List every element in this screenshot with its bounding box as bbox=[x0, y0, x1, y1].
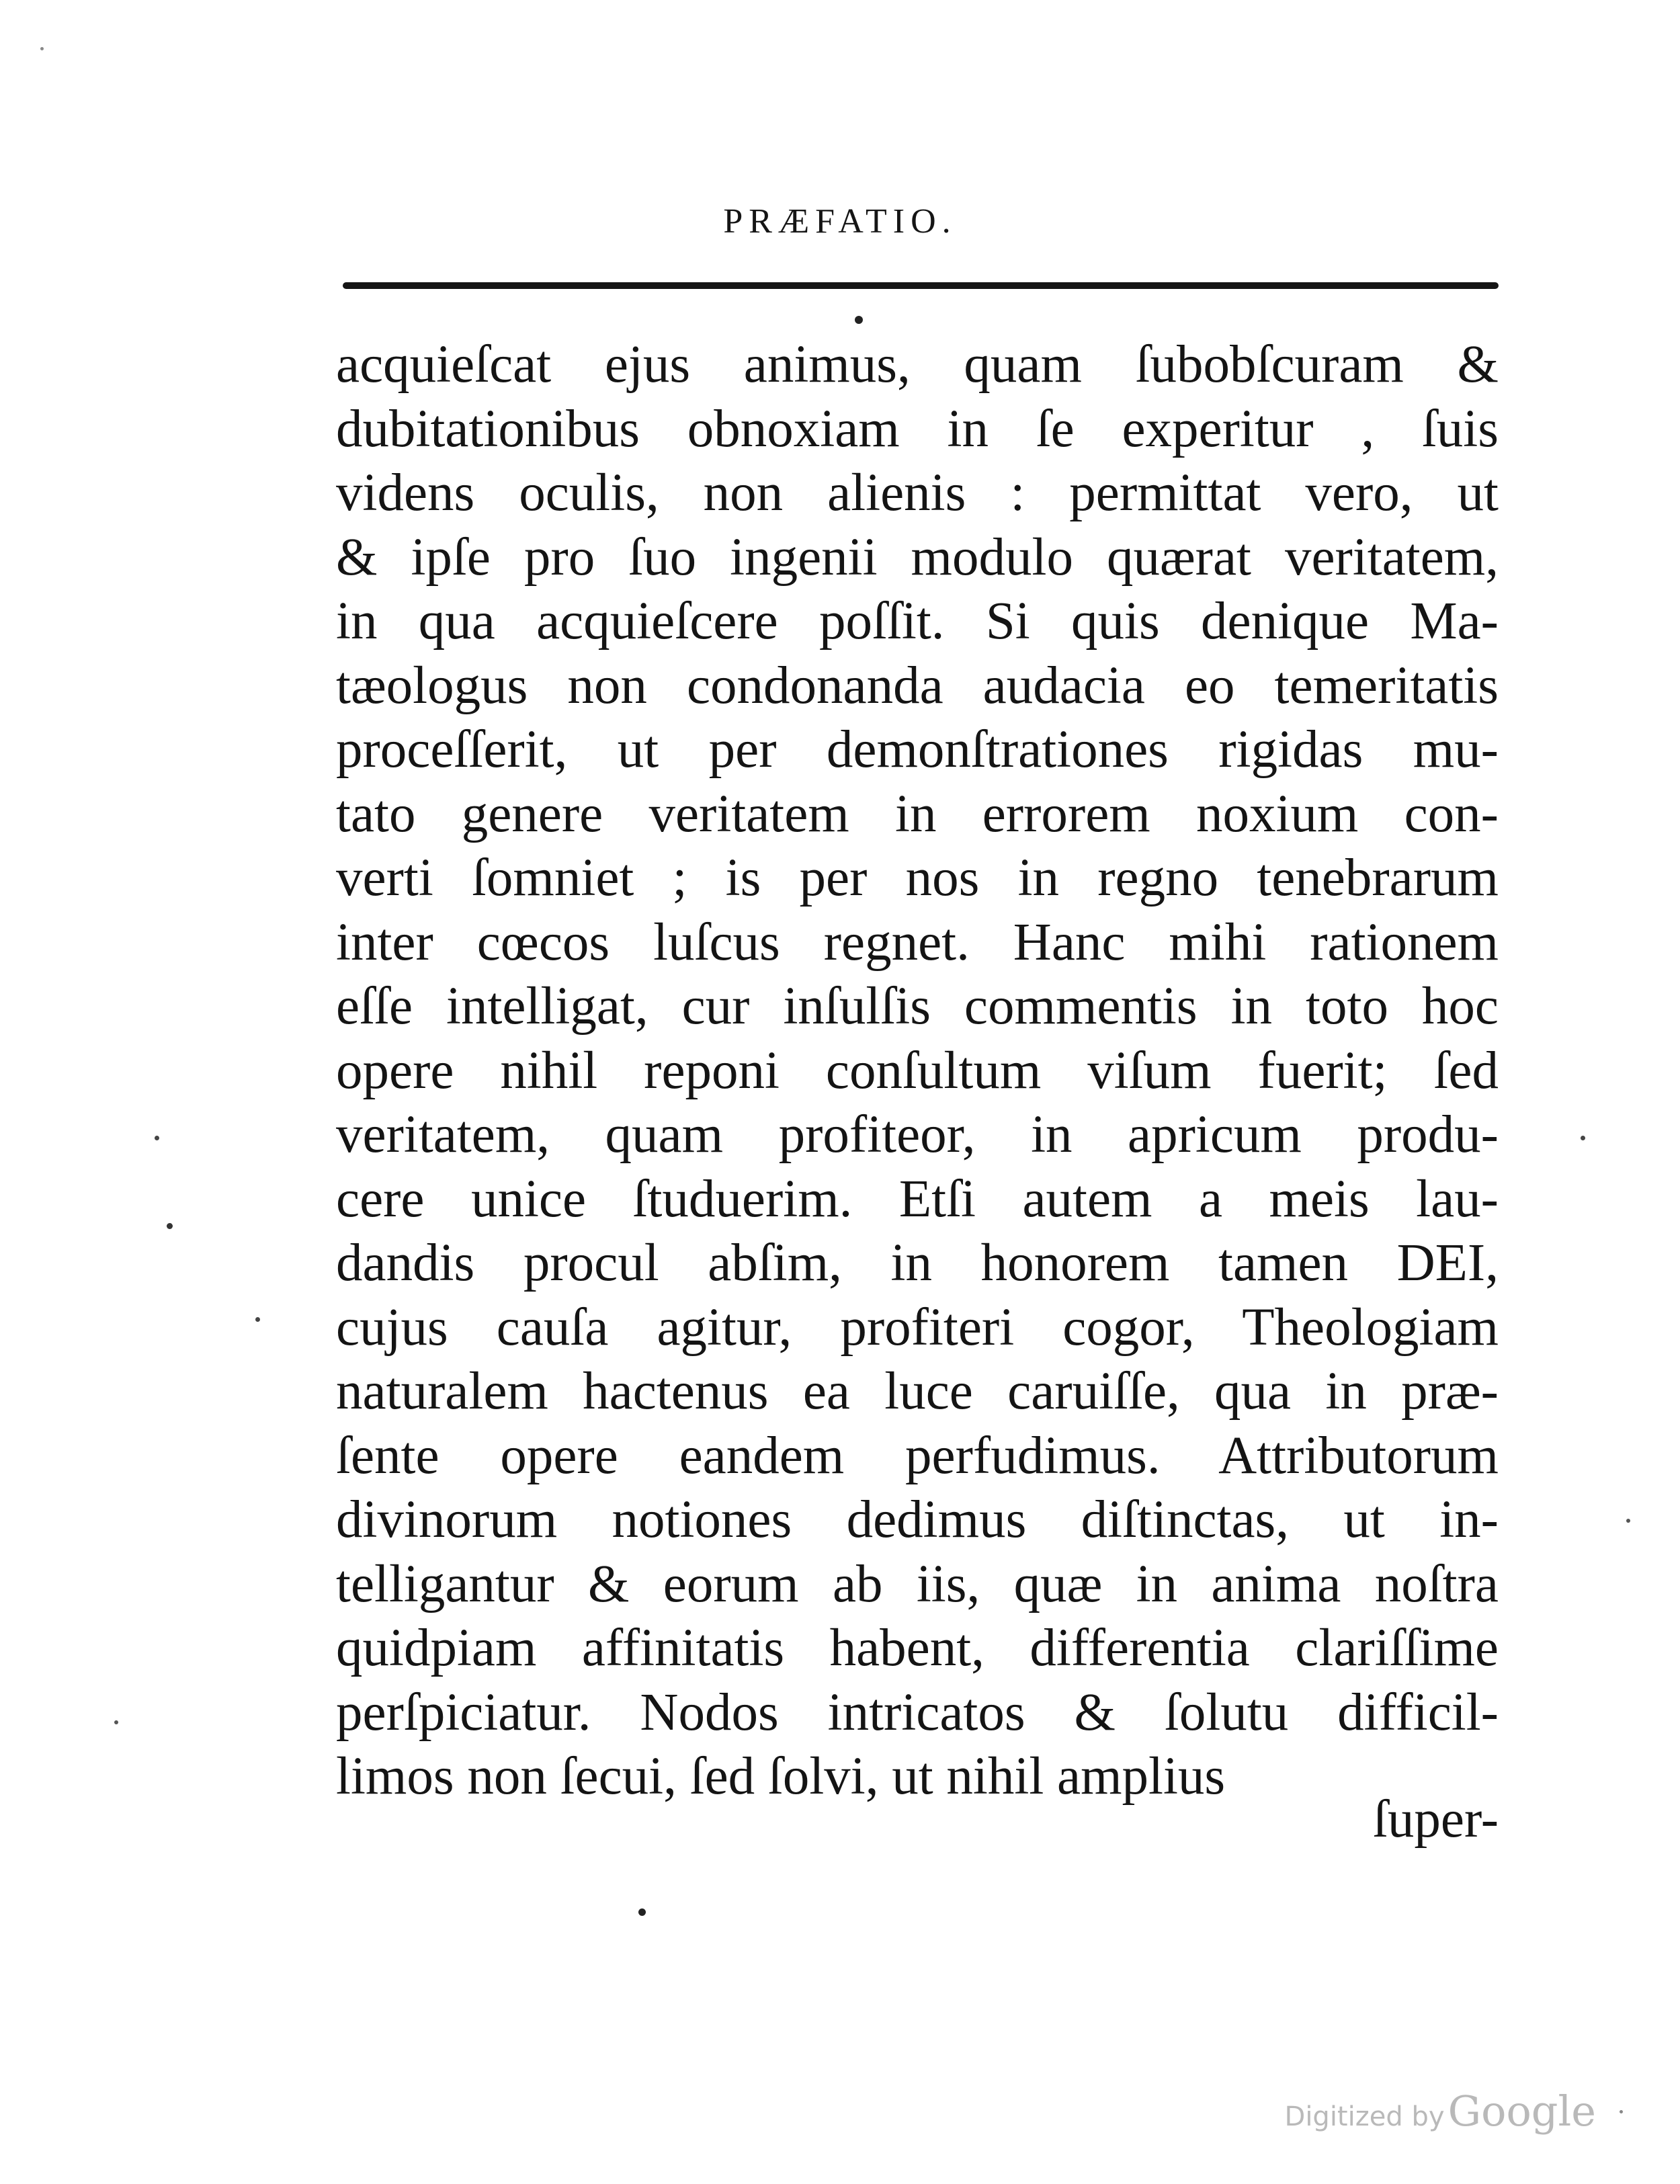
text-line: dubitationibus obnoxiam in ſe experitur , ſuis bbox=[336, 399, 1499, 458]
scan-speck bbox=[40, 47, 44, 50]
text-line: cujus cauſa agitur, profiteri cogor, Theologiam bbox=[336, 1298, 1499, 1357]
catchword: ſuper- bbox=[1372, 1790, 1499, 1849]
text-line: naturalem hactenus ea luce caruiſſe, qua in præ- bbox=[336, 1362, 1499, 1421]
text-line: in qua acquieſcere poſſit. Si quis denique Ma- bbox=[336, 592, 1499, 650]
text-line: proceſſerit, ut per demonſtrationes rigidas mu- bbox=[336, 720, 1499, 779]
text-line: opere nihil reponi conſultum viſum fuerit; ſed bbox=[336, 1041, 1499, 1100]
watermark-prefix: Digitized by bbox=[1284, 2101, 1445, 2132]
scan-speck bbox=[638, 1908, 646, 1916]
text-line: perſpiciatur. Nodos intricatos & ſolutu difficil- bbox=[336, 1683, 1499, 1742]
header-rule bbox=[343, 282, 1499, 289]
scan-speck bbox=[155, 1136, 159, 1140]
scan-speck bbox=[167, 1223, 173, 1229]
text-line: verti ſomniet ; is per nos in regno tenebrarum bbox=[336, 849, 1499, 907]
text-line: inter cœcos luſcus regnet. Hanc mihi rationem bbox=[336, 913, 1499, 972]
digitized-watermark bbox=[1285, 2087, 1596, 2136]
text-line: dandis procul abſim, in honorem tamen DEI, bbox=[336, 1234, 1499, 1292]
watermark-brand: Google bbox=[1447, 2087, 1596, 2136]
body-text bbox=[336, 333, 1499, 1809]
text-line: cere unice ſtuduerim. Etſi autem a meis lau- bbox=[336, 1169, 1499, 1228]
scan-speck bbox=[255, 1317, 260, 1322]
text-line: eſſe intelligat, cur inſulſis commentis in toto hoc bbox=[336, 977, 1499, 1036]
scan-speck bbox=[1626, 1519, 1630, 1523]
scan-speck bbox=[855, 316, 863, 324]
text-line: ſente opere eandem perfudimus. Attributorum bbox=[336, 1426, 1499, 1485]
text-line: acquieſcat ejus animus, quam ſubobſcuram & bbox=[336, 335, 1499, 394]
scan-speck bbox=[1581, 1136, 1585, 1140]
text-line: videns oculis, non alienis : permittat vero, ut bbox=[336, 464, 1499, 522]
text-line: telligantur & eorum ab iis, quæ in anima noſtra bbox=[336, 1554, 1499, 1613]
text-line: tæologus non condonanda audacia eo temeritatis bbox=[336, 656, 1499, 715]
text-line: quidpiam affinitatis habent, differentia clariſſime bbox=[336, 1619, 1499, 1677]
text-line: veritatem, quam profiteor, in apricum produ- bbox=[336, 1105, 1499, 1164]
text-line: & ipſe pro ſuo ingenii modulo quærat veritatem, bbox=[336, 528, 1499, 587]
text-line: limos non ſecui, ſed ſolvi, ut nihil amplius bbox=[336, 1747, 1226, 1806]
running-head: PRÆFATIO. bbox=[723, 202, 957, 241]
scan-speck bbox=[1620, 2110, 1623, 2113]
scan-speck bbox=[114, 1720, 118, 1724]
text-line: divinorum notiones dedimus diſtinctas, ut in- bbox=[336, 1490, 1499, 1549]
text-line: tato genere veritatem in errorem noxium con- bbox=[336, 784, 1499, 843]
